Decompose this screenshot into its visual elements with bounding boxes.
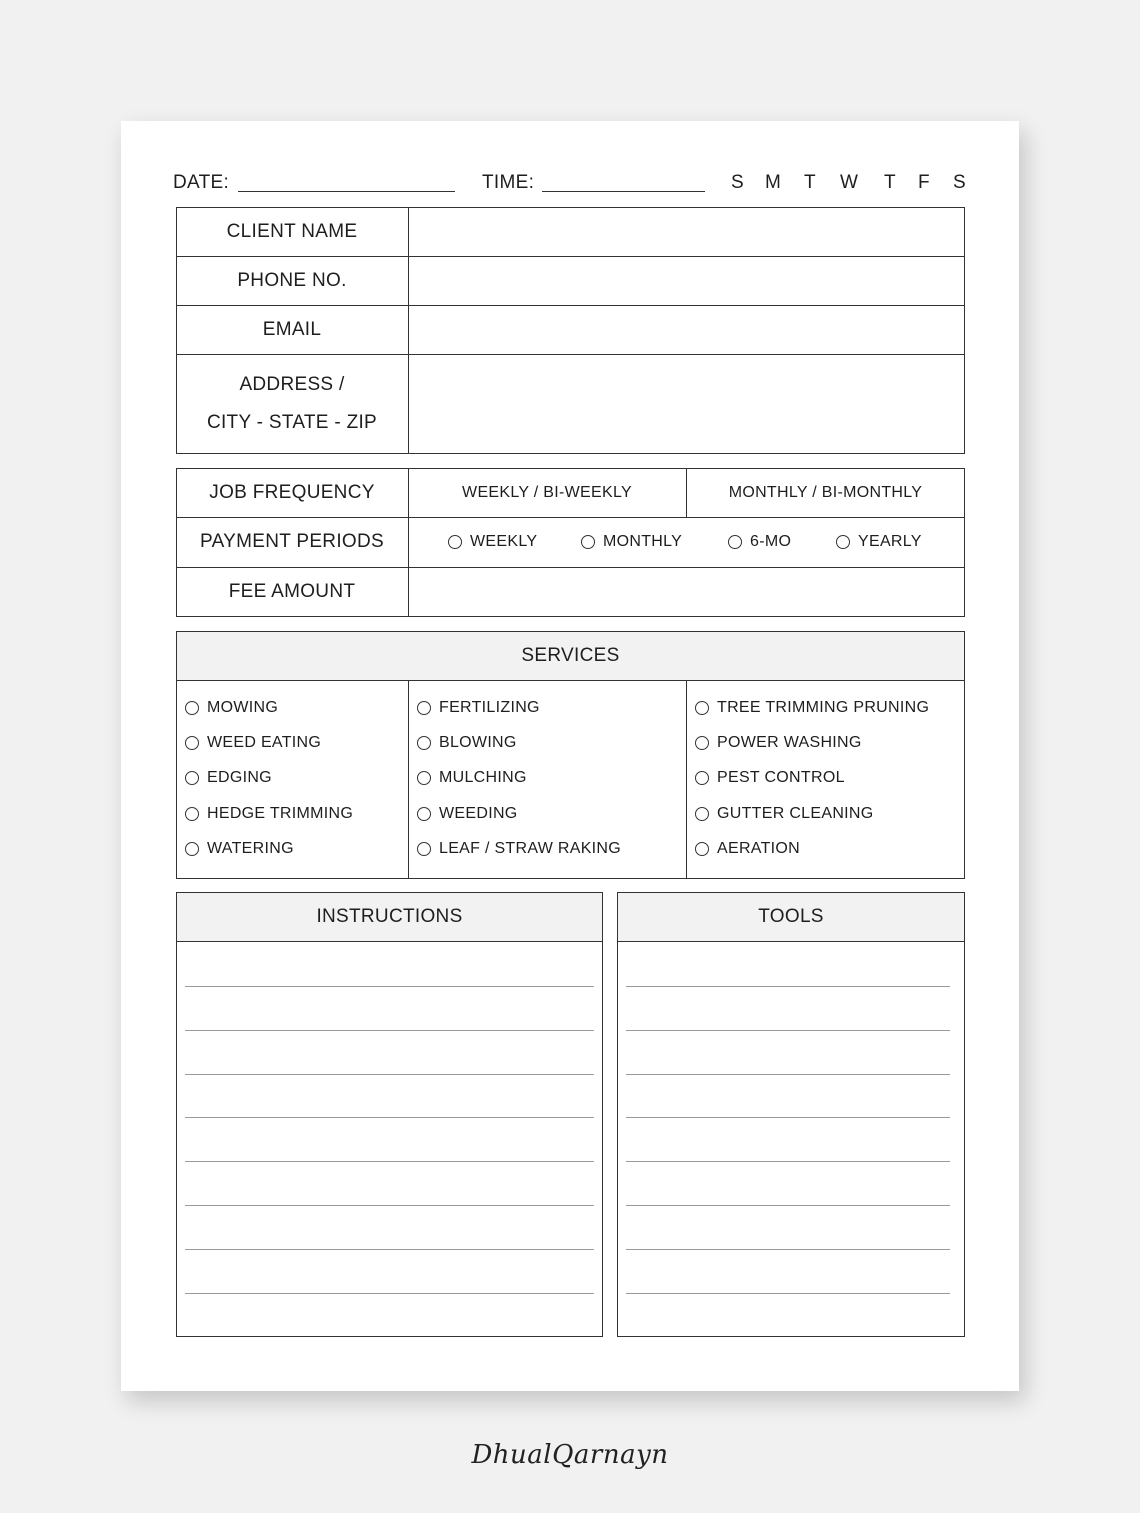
- radio-circle-icon: [448, 535, 462, 549]
- frequency-option-weekly[interactable]: WEEKLY / BI-WEEKLY: [462, 483, 632, 501]
- radio-circle-icon: [695, 842, 709, 856]
- service-pest-control[interactable]: PEST CONTROL: [695, 769, 845, 787]
- radio-circle-icon: [695, 701, 709, 715]
- address-label-line2: CITY - STATE - ZIP: [206, 412, 378, 433]
- radio-circle-icon: [836, 535, 850, 549]
- day-wednesday[interactable]: W: [840, 172, 858, 193]
- time-label: TIME:: [482, 172, 535, 193]
- day-tuesday[interactable]: T: [804, 172, 816, 193]
- service-blowing[interactable]: BLOWING: [417, 734, 517, 752]
- service-tree-trimming[interactable]: TREE TRIMMING PRUNING: [695, 699, 929, 717]
- tools-title: TOOLS: [758, 905, 824, 927]
- phone-label: PHONE NO.: [237, 269, 347, 291]
- email-label: EMAIL: [262, 318, 322, 340]
- radio-circle-icon: [185, 842, 199, 856]
- fee-amount-field[interactable]: [410, 569, 963, 615]
- radio-circle-icon: [417, 807, 431, 821]
- payment-radio-monthly[interactable]: MONTHLY: [581, 533, 682, 551]
- radio-circle-icon: [728, 535, 742, 549]
- email-field[interactable]: [410, 307, 963, 353]
- service-weeding[interactable]: WEEDING: [417, 805, 518, 823]
- day-monday[interactable]: M: [765, 172, 781, 193]
- services-title: SERVICES: [521, 644, 620, 666]
- job-frequency-label: JOB FREQUENCY: [209, 481, 375, 503]
- radio-circle-icon: [185, 771, 199, 785]
- radio-circle-icon: [185, 807, 199, 821]
- radio-circle-icon: [417, 842, 431, 856]
- instructions-title: INSTRUCTIONS: [316, 905, 463, 927]
- service-weed-eating[interactable]: WEED EATING: [185, 734, 321, 752]
- time-field-line[interactable]: [542, 191, 705, 192]
- payment-radio-yearly[interactable]: YEARLY: [836, 533, 922, 551]
- service-gutter-cleaning[interactable]: GUTTER CLEANING: [695, 805, 874, 823]
- service-fertilizing[interactable]: FERTILIZING: [417, 699, 540, 717]
- service-watering[interactable]: WATERING: [185, 840, 294, 858]
- service-mowing[interactable]: MOWING: [185, 699, 278, 717]
- radio-circle-icon: [695, 807, 709, 821]
- phone-field[interactable]: [410, 258, 963, 304]
- date-field-line[interactable]: [238, 191, 455, 192]
- service-leaf-straw-raking[interactable]: LEAF / STRAW RAKING: [417, 840, 621, 858]
- service-aeration[interactable]: AERATION: [695, 840, 800, 858]
- payment-radio-6mo[interactable]: 6-MO: [728, 533, 791, 551]
- service-edging[interactable]: EDGING: [185, 769, 272, 787]
- address-label-line1: ADDRESS /: [239, 374, 345, 395]
- tools-writing-area[interactable]: [619, 943, 963, 1335]
- client-name-label: CLIENT NAME: [226, 220, 358, 242]
- date-label: DATE:: [173, 172, 230, 193]
- instructions-writing-area[interactable]: [178, 943, 601, 1335]
- payment-radio-weekly[interactable]: WEEKLY: [448, 533, 537, 551]
- radio-circle-icon: [185, 701, 199, 715]
- client-name-field[interactable]: [410, 209, 963, 255]
- day-sunday[interactable]: S: [731, 172, 744, 193]
- radio-circle-icon: [185, 736, 199, 750]
- radio-circle-icon: [417, 771, 431, 785]
- frequency-option-monthly[interactable]: MONTHLY / BI-MONTHLY: [728, 483, 923, 501]
- day-saturday[interactable]: S: [953, 172, 966, 193]
- fee-amount-label: FEE AMOUNT: [228, 581, 356, 602]
- day-friday[interactable]: F: [918, 172, 930, 193]
- radio-circle-icon: [695, 771, 709, 785]
- service-hedge-trimming[interactable]: HEDGE TRIMMING: [185, 805, 353, 823]
- address-field[interactable]: [410, 356, 963, 452]
- radio-circle-icon: [695, 736, 709, 750]
- service-power-washing[interactable]: POWER WASHING: [695, 734, 862, 752]
- service-mulching[interactable]: MULCHING: [417, 769, 527, 787]
- radio-circle-icon: [581, 535, 595, 549]
- day-thursday[interactable]: T: [884, 172, 896, 193]
- payment-periods-label: PAYMENT PERIODS: [200, 531, 384, 552]
- radio-circle-icon: [417, 736, 431, 750]
- signature-logo: DhualQarnayn: [471, 1440, 669, 1470]
- radio-circle-icon: [417, 701, 431, 715]
